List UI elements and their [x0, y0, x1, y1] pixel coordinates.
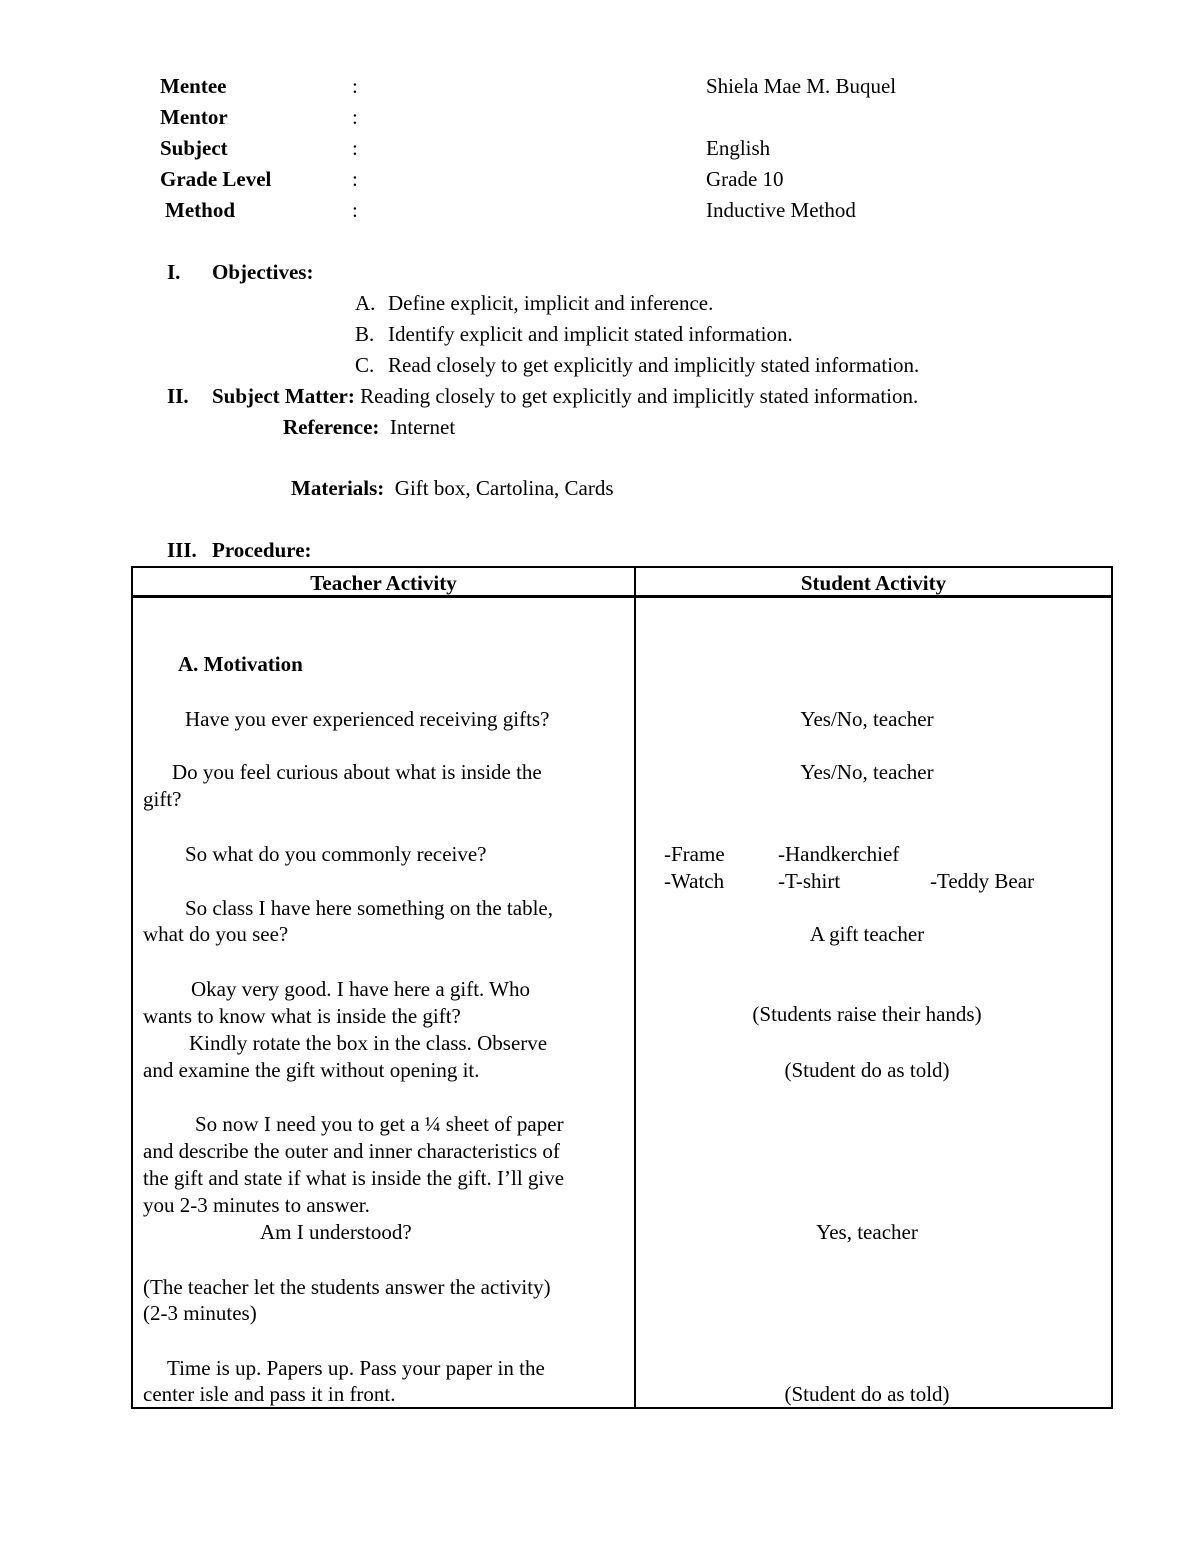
objective-text: Define explicit, implicit and inference.	[388, 291, 714, 315]
objectives-numeral: I.	[167, 260, 181, 284]
gift-item: -Watch	[664, 869, 725, 893]
mentor-colon: :	[352, 105, 358, 129]
student-line: Yes/No, teacher	[800, 707, 934, 731]
student-line: (Student do as told)	[784, 1058, 950, 1082]
grade-level-colon: :	[352, 167, 358, 191]
subject-label: Subject	[160, 136, 228, 160]
teacher-line: wants to know what is inside the gift?	[143, 1004, 461, 1028]
materials-line	[291, 475, 614, 502]
objective-letter: A.	[355, 291, 376, 315]
subject-matter-title: Subject Matter:	[212, 384, 355, 408]
grade-level-value: Grade 10	[706, 167, 784, 191]
gift-item: -Teddy Bear	[930, 869, 1035, 893]
student-line: Yes, teacher	[816, 1220, 918, 1244]
teacher-line: and describe the outer and inner characteristics of	[143, 1139, 560, 1163]
materials-value: Gift box, Cartolina, Cards	[394, 476, 614, 500]
method-label: Method	[165, 198, 235, 222]
grade-level-label: Grade Level	[160, 167, 272, 191]
subject-matter-line	[212, 383, 918, 410]
teacher-line: So what do you commonly receive?	[185, 842, 487, 866]
teacher-line: So now I need you to get a ¼ sheet of paper	[195, 1112, 564, 1136]
teacher-line: you 2-3 minutes to answer.	[143, 1193, 370, 1217]
subject-matter-numeral: II.	[167, 384, 189, 408]
teacher-activity-header: Teacher Activity	[310, 571, 457, 595]
gift-item: -Frame	[664, 842, 725, 866]
mentee-value: Shiela Mae M. Buquel	[706, 74, 897, 98]
student-line: (Student do as told)	[784, 1382, 950, 1406]
teacher-line: Okay very good. I have here a gift. Who	[191, 977, 530, 1001]
subject-matter-text: Reading closely to get explicitly and implicitly stated information.	[360, 384, 919, 408]
method-colon: :	[352, 198, 358, 222]
mentee-colon: :	[352, 74, 358, 98]
procedure-numeral: III.	[167, 538, 197, 562]
teacher-line: and examine the gift without opening it.	[143, 1058, 480, 1082]
mentor-label: Mentor	[160, 105, 228, 129]
teacher-line: Have you ever experienced receiving gifts?	[185, 707, 550, 731]
reference-line	[283, 414, 455, 441]
objective-letter: B.	[355, 322, 375, 346]
reference-label: Reference:	[283, 415, 380, 439]
teacher-line: Time is up. Papers up. Pass your paper in the	[167, 1356, 545, 1380]
teacher-line: (2-3 minutes)	[143, 1301, 257, 1325]
materials-label: Materials:	[291, 476, 385, 500]
objective-text: Identify explicit and implicit stated information.	[388, 322, 793, 346]
teacher-line: (The teacher let the students answer the activity)	[143, 1275, 551, 1299]
student-activity-header: Student Activity	[800, 571, 947, 595]
student-line: (Students raise their hands)	[752, 1002, 982, 1026]
teacher-line: Kindly rotate the box in the class. Observe	[189, 1031, 548, 1055]
objective-letter: C.	[355, 353, 375, 377]
teacher-line: So class I have here something on the table,	[185, 896, 553, 920]
subject-colon: :	[352, 136, 358, 160]
reference-value: Internet	[389, 415, 456, 439]
teacher-line: gift?	[143, 787, 182, 811]
teacher-line: what do you see?	[143, 922, 289, 946]
student-line: Yes/No, teacher	[800, 760, 934, 784]
gift-item: -Handkerchief	[778, 842, 900, 866]
teacher-line: center isle and pass it in front.	[143, 1382, 396, 1406]
motivation-heading: A. Motivation	[178, 652, 303, 676]
objective-text: Read closely to get explicitly and implicitly stated information.	[388, 353, 920, 377]
objectives-title: Objectives:	[212, 260, 314, 284]
method-value: Inductive Method	[706, 198, 856, 222]
procedure-title: Procedure:	[212, 538, 312, 562]
subject-value: English	[706, 136, 771, 160]
gift-item: -T-shirt	[778, 869, 841, 893]
teacher-line: Am I understood?	[260, 1220, 412, 1244]
student-line: A gift teacher	[809, 922, 925, 946]
teacher-line: the gift and state if what is inside the gift. I’ll give	[143, 1166, 565, 1190]
teacher-line: Do you feel curious about what is inside the	[172, 760, 542, 784]
mentee-label: Mentee	[160, 74, 227, 98]
column-divider	[634, 568, 636, 1407]
